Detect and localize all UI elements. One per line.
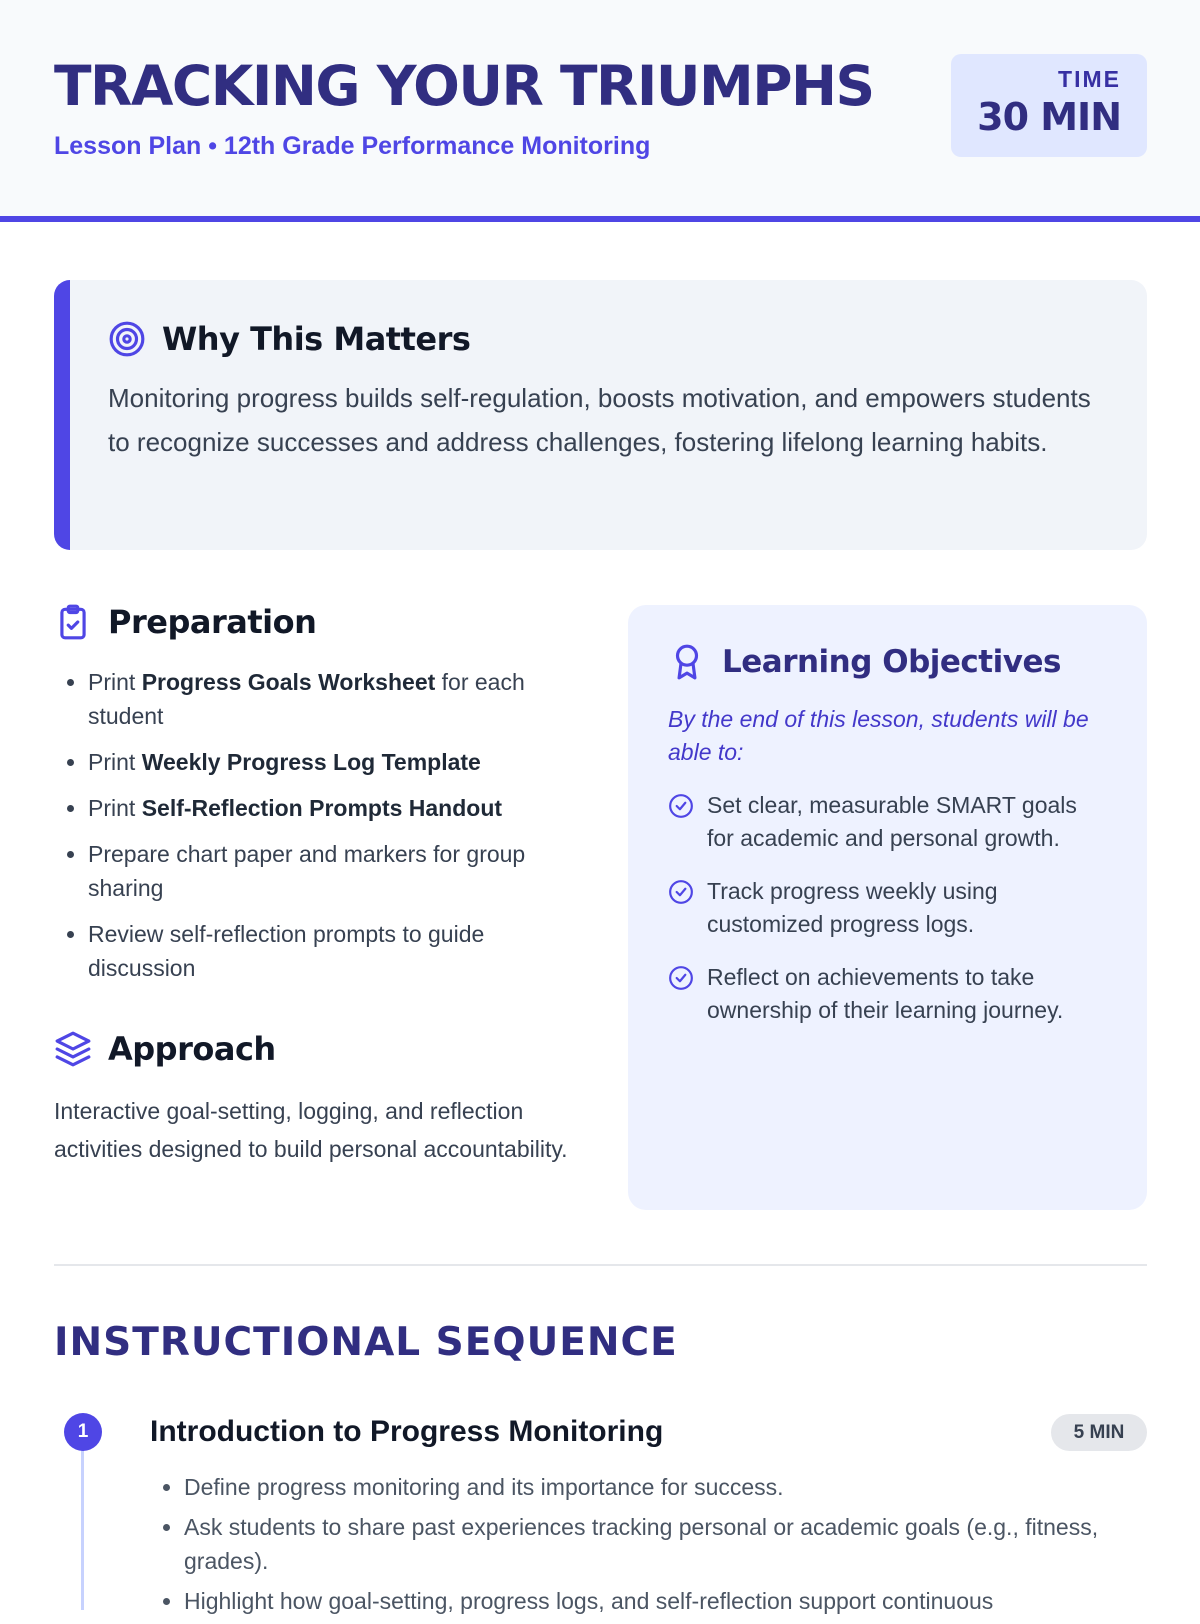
timeline-line (81, 1450, 84, 1610)
lesson-header (0, 0, 1200, 222)
preparation-list (54, 665, 594, 985)
check-circle-icon (668, 965, 694, 991)
learning-objectives-card (628, 605, 1147, 1210)
why-text: Monitoring progress builds self-regulation, boosts motivation, and empowers students to recognize successes and address challenges, fostering lifelong learning habits. (108, 383, 1091, 457)
time-value: 30 MIN (977, 95, 1121, 139)
award-icon (668, 643, 706, 681)
step-duration-badge: 5 MIN (1051, 1414, 1147, 1451)
preparation-item: • Prepare chart paper and markers for group sharing (88, 837, 594, 905)
check-circle-icon (668, 879, 694, 905)
objective-item: Track progress weekly using customized progress logs. (668, 875, 1109, 941)
step-number: 1 (64, 1413, 102, 1451)
layers-icon (54, 1030, 92, 1068)
preparation-item: • Review self-reflection prompts to guide discussion (88, 917, 594, 985)
objective-item: Set clear, measurable SMART goals for academic and personal growth. (668, 789, 1109, 855)
check-circle-icon (668, 793, 694, 819)
page-title: TRACKING YOUR TRIUMPHS (54, 54, 874, 118)
objectives-heading (668, 643, 1109, 681)
page-subtitle: Lesson Plan • 12th Grade Performance Monitoring (54, 132, 651, 160)
objectives-intro: By the end of this lesson, students will be able to: (668, 706, 1089, 765)
why-this-matters-card (54, 280, 1147, 550)
target-icon (108, 320, 146, 358)
objectives-list (668, 789, 1109, 1027)
step-bullet: • Ask students to share past experiences tracking personal or academic goals (e.g., fitness, grades). (184, 1510, 1110, 1578)
why-title: Why This Matters (162, 320, 471, 358)
why-heading (108, 320, 1107, 358)
approach-section (54, 1030, 594, 1168)
step-bullet: • Highlight how goal-setting, progress logs, and self-reflection support continuous (184, 1584, 1110, 1618)
approach-title: Approach (108, 1030, 276, 1068)
preparation-heading (54, 603, 594, 641)
clipboard-check-icon (54, 603, 92, 641)
preparation-title: Preparation (108, 603, 317, 641)
step-title: Introduction to Progress Monitoring (150, 1415, 664, 1448)
section-divider (54, 1264, 1147, 1266)
preparation-item: • Print Progress Goals Worksheet for each student (88, 665, 594, 733)
objectives-title: Learning Objectives (722, 644, 1061, 680)
objective-item: Reflect on achievements to take ownership of their learning journey. (668, 961, 1109, 1027)
sequence-title: INSTRUCTIONAL SEQUENCE (54, 1320, 678, 1365)
approach-text: Interactive goal-setting, logging, and reflection activities designed to build personal accountability. (54, 1098, 568, 1162)
preparation-section (54, 603, 594, 997)
preparation-item: • Print Self-Reflection Prompts Handout (88, 791, 594, 825)
step-bullet: • Define progress monitoring and its importance for success. (184, 1470, 1110, 1504)
preparation-item: • Print Weekly Progress Log Template (88, 745, 594, 779)
approach-heading (54, 1030, 594, 1068)
time-badge (951, 54, 1147, 157)
time-label: TIME (1058, 66, 1121, 92)
step-bullets (150, 1470, 1110, 1624)
